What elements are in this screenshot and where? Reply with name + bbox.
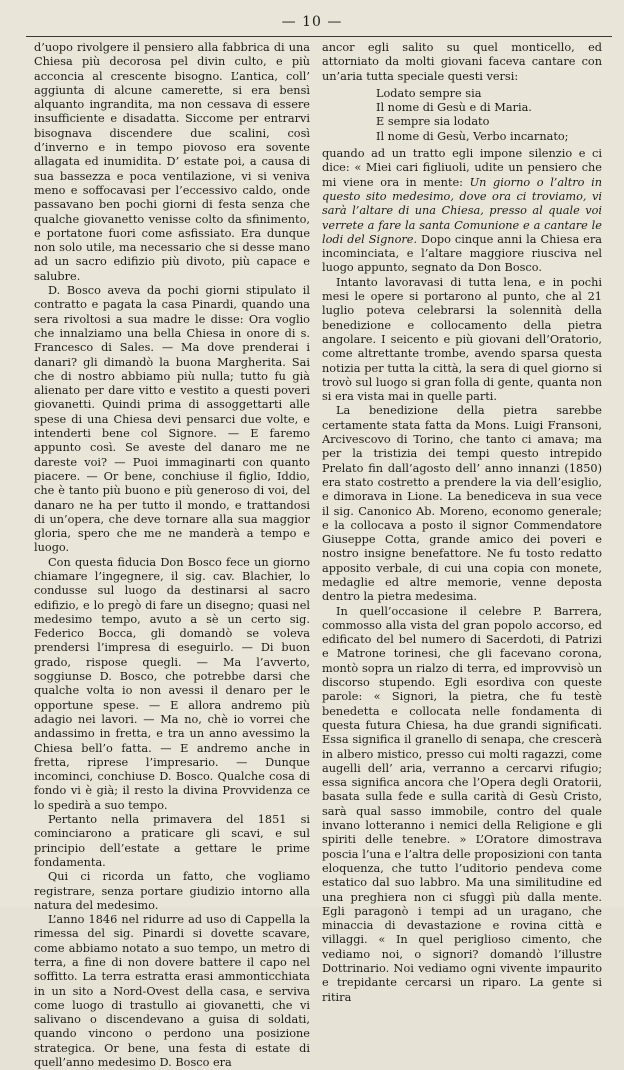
paragraph bbox=[322, 147, 602, 276]
speech-text: quando ad un tratto egli impone silenzio e ci dice: « Miei cari figliuoli, udite un pensiero che mi viene ora in mente: bbox=[322, 147, 602, 189]
paragraph: In quell’occasione il celebre P. Barrera, commosso alla vista del gran popolo accorso, ed edificato del bel numero di Sacerdoti, di Patrizi e Matrone torinesi, che gli facevano corona, montò sopra un rialzo di terra, ed improvvisò un discorso stupendo. Egli esordiva con queste parole: « Signori, la pietra, che fu testè benedetta e collocata nelle fondamenta di questa futura Chiesa, ha due grandi significati. Essa significa il granello di senapa, che crescerà in albero mistico, presso cui molti ragazzi, come augelli dell’ aria, verranno a cercarvi rifugio; essa significa ancora che l’Opera degli Oratorii, basata sulla fede e sulla carità di Gesù Cristo, sarà qual sasso immobile, contro del quale invano lotteranno i nemici della Religione e gli spiriti delle tenebre. » L’Oratore dimostrava poscia l’una e l’altra delle proposizioni con tanta eloquenza, che tutto l’uditorio pendeva come estatico dal suo labbro. Ma una similitudine ed una preghiera non ci sfuggì più dalla mente. Egli paragonò i tempi ad un uragano, che minaccia di devastazione e rovina città e villaggi. « In quel periglioso cimento, che vediamo noi, o signori? domandò l’illustre Dottrinario. Noi vediamo ogni vivente impaurito e trepidante cercarsi un riparo. La gente si ritira bbox=[322, 604, 602, 1004]
paragraph: D. Bosco aveva da pochi giorni stipulato il contratto e pagata la casa Pinardi, quando una sera rivoltosi a sua madre le disse: Ora voglio che innalziamo una bella Chiesa in onore di s. Francesco di Sales. — Ma dove prenderai i danari? gli dimandò la buona Margherita. Sai che di nostro abbiamo più nulla; tutto fu già alienato per dare vitto e vestito a questi poveri giovanetti. Quindi prima di assoggettarti alle spese di una Chiesa devi pensarci due volte, e intenderti bene col Signore. — E faremo appunto così. Se aveste del danaro me ne dareste voi? — Puoi immaginarti con quanto piacere. — Or bene, conchiuse il figlio, Iddio, che è tanto più buono e più generoso di voi, del danaro ne ha per tutto il mondo, e trattandosi di un’opera, che deve tornare alla sua maggior gloria, spero che me ne manderà a tempo e luogo. bbox=[34, 284, 310, 555]
verse-line: Il nome di Gesù e di Maria. bbox=[376, 101, 532, 115]
verse-line: Lodato sempre sia bbox=[376, 86, 482, 100]
paragraph: Intanto lavoravasi di tutta lena, e in pochi mesi le opere si portarono al punto, che al 21 luglio poteva celebrarsi la solennità della benedizione e collocamento della pietra angolare. I seicento e più giovani dell’Oratorio, come altrettante trombe, avendo sparsa questa notizia per tutta la città, la sera di quel giorno si trovò sul luogo si gran folla di gente, quanta non si era vista mai in quelle parti. bbox=[322, 275, 602, 404]
paragraph: ancor egli salito su quel monticello, ed attorniato da molti giovani faceva cantare con un’aria tutta speciale questi versi: bbox=[322, 41, 602, 83]
verse-line: Il nome di Gesù, Verbo incarnato; bbox=[376, 129, 569, 143]
prophecy-text: Un giorno o l’altro in questo sito medesimo, dove ora ci troviamo, vi sarà l’altare di una Chiesa, presso al quale voi verrete a fare la santa Comunione e a cantare le lodi del Signore. bbox=[322, 175, 602, 246]
right-column bbox=[322, 41, 602, 1005]
paragraph: d’uopo rivolgere il pensiero alla fabbrica di una Chiesa più decorosa pel divin culto, e più acconcia al crescente bisogno. L’antica, coll’ aggiunta di alcune camerette, si era bensì alquanto ingrandita, ma non cessava di essere insufficiente e disadatta. Siccome per entrarvi bisognava discendere due scalini, così d’inverno e in tempo piovoso era sovente allagata ed inumidita. D’ estate poi, a causa di sua bassezza e poca ventilazione, vi si veniva meno e soffocavasi per l’eccessivo caldo, onde passavano ben pochi giorni di festa senza che qualche giovanetto venisse colto da sfinimento, e portatone fuori come asfissiato. Era dunque non solo utile, ma necessario che si desse mano ad un sacro edifizio più divoto, più capace e salubre. bbox=[34, 41, 310, 283]
paragraph: La benedizione della pietra sarebbe certamente stata fatta da Mons. Luigi Fransoni, Arcivescovo di Torino, che tanto ci amava; ma per la tristizia dei tempi questo intrepido Prelato fin dall’agosto dell’ anno innanzi (1850) era stato costretto a prendere la via dell’esiglio, e dimorava in Lione. La benediceva in sua vece il sig. Canonico Ab. Moreno, economo generale; e la collocava a posto il signor Commendatore Giuseppe Cotta, grande amico dei poveri e nostro insigne benefattore. Ne fu tosto redatto apposito verbale, di cui una copia con monete, medaglie ed altre memorie, venne deposta dentro la pietra medesima. bbox=[322, 404, 602, 604]
speech-text-end: Dopo cinque anni la Chiesa era incominciata, e l’altare maggiore riusciva nel luogo appunto, segnato da Don Bosco. bbox=[322, 232, 602, 275]
paragraph: Qui ci ricorda un fatto, che vogliamo registrare, senza portare giudizio intorno alla natura del medesimo. bbox=[34, 870, 310, 912]
verse-line: E sempre sia lodato bbox=[376, 115, 490, 129]
paragraph: Con questa fiducia Don Bosco fece un giorno chiamare l’ingegnere, il sig. cav. Blachier, lo condusse sul luogo da destinarsi al sacro edifizio, e lo pregò di fare un disegno; quasi nel medesimo tempo, avuto a sè un certo sig. Federico Bocca, gli domandò se voleva prendersi l’impresa di eseguirlo. — Di buon grado, rispose quegli. — Ma l’avverto, soggiunse D. Bosco, che potrebbe darsi che qualche volta io non avessi il denaro per le opportune spese. — E allora andremo più adagio nei lavori. — Ma no, chè io vorrei che andassimo in fretta, e tra un anno avessimo la Chiesa bell’o fatta. — E andremo anche in fretta, riprese l’impresario. — Dunque incominci, conchiuse D. Bosco. Qualche cosa di fondo vi è già; il resto la divina Provvidenza ce lo spedirà a suo tempo. bbox=[34, 555, 310, 812]
left-column bbox=[34, 41, 310, 1070]
paragraph: L’anno 1846 nel ridurre ad uso di Cappella la rimessa del sig. Pinardi si dovette scavare, come abbiamo notato a suo tempo, un metro di terra, a fine di non dovere battere il capo nel soffitto. La terra estratta erasi ammonticchiata in un sito a Nord-Ovest della casa, e serviva come luogo di trastullo ai giovanetti, che vi salivano o discendevano a guisa di soldati, quando vincono o perdono una posizione strategica. Or bene, una festa di estate di quell’anno medesimo D. Bosco era bbox=[34, 913, 310, 1070]
header-rule bbox=[26, 36, 612, 37]
verse-block bbox=[376, 87, 602, 144]
paragraph: Pertanto nella primavera del 1851 si cominciarono a praticare gli scavi, e sul principio dell’estate a gettare le prime fondamenta. bbox=[34, 813, 310, 869]
page-number: — 10 — bbox=[281, 14, 343, 30]
